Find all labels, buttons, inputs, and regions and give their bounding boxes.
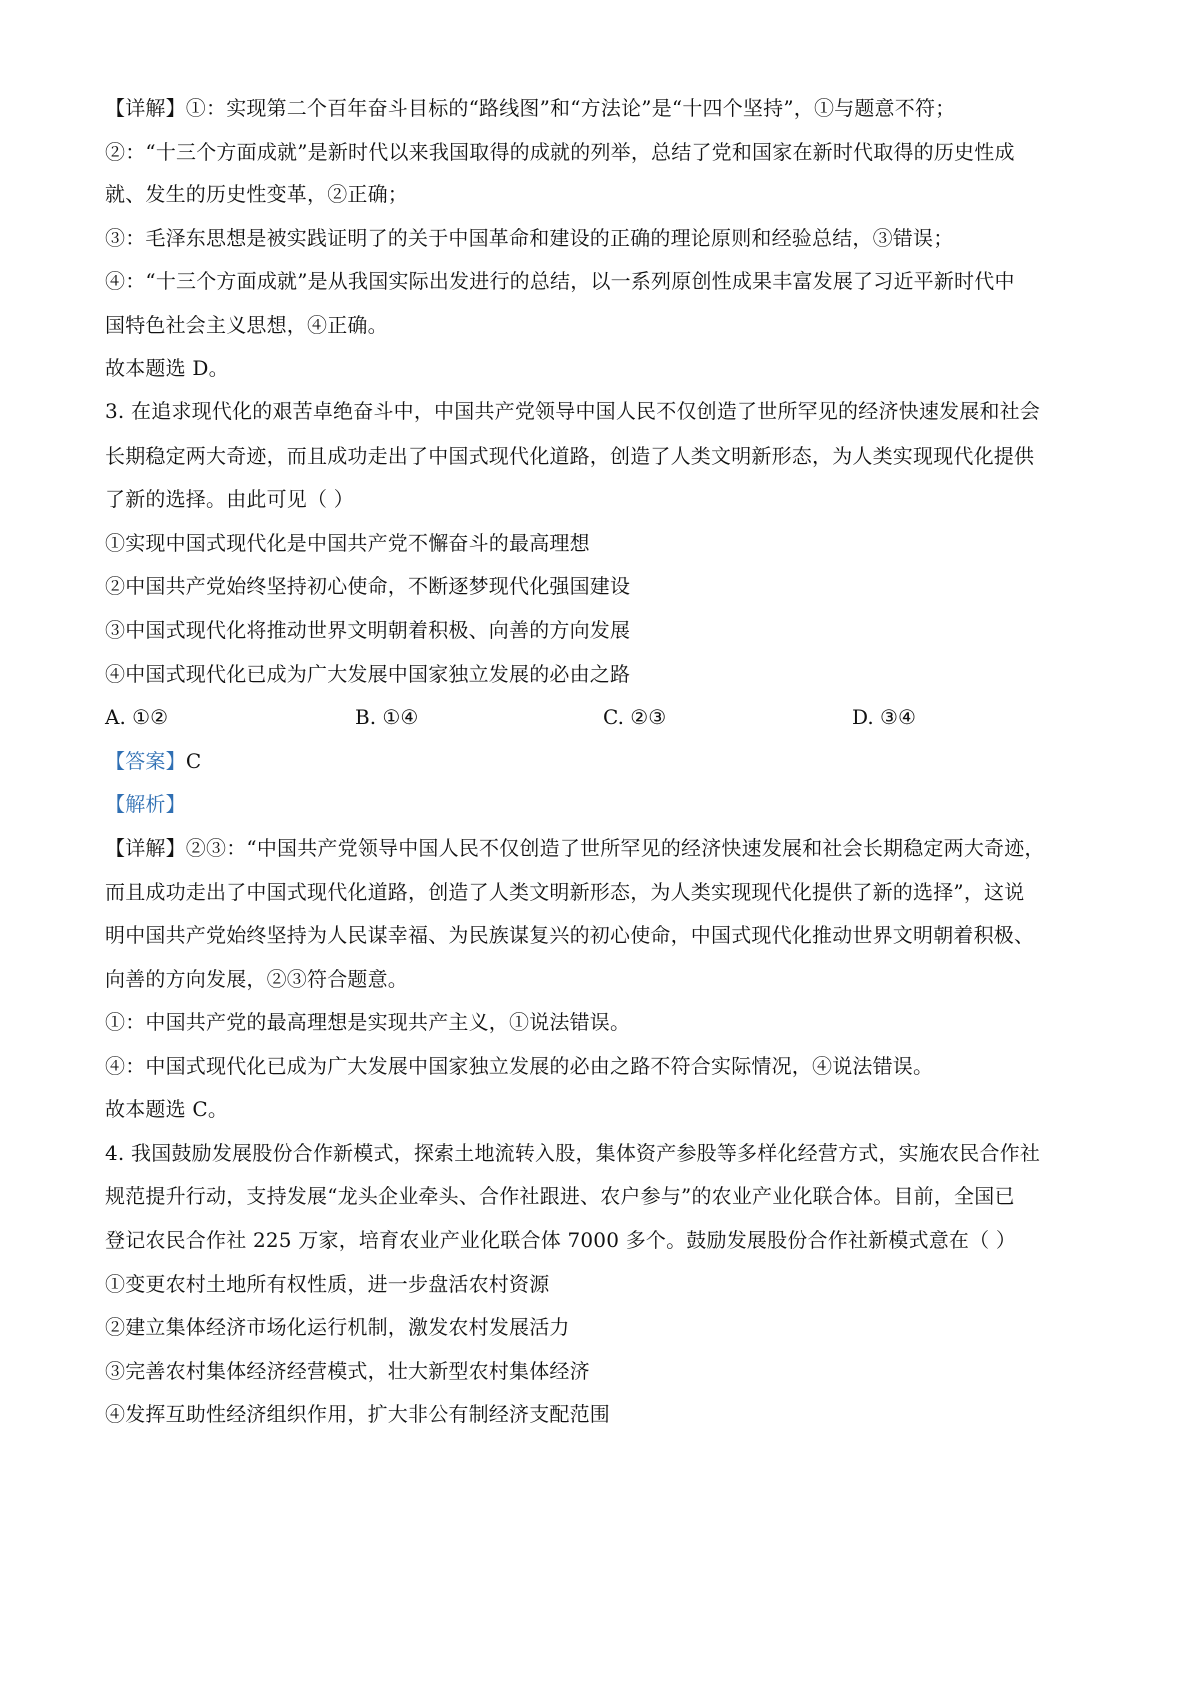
q3-analysis-label: 【解析】 (105, 792, 186, 816)
q3-option-c: C. ②③ (603, 705, 667, 729)
q4-item-4: ④发挥互助性经济组织作用，扩大非公有制经济支配范围 (105, 1402, 610, 1426)
q3-option-a: A. ①② (105, 705, 169, 729)
q3-stem-line-2: 长期稳定两大奇迹，而且成功走出了中国式现代化道路，创造了人类文明新形态，为人类实现现代化提供 (105, 444, 1035, 468)
q2-conclusion: 故本题选 D。 (105, 356, 229, 380)
answer-label: 【答案】 (105, 749, 186, 773)
q2-detail-line-6: 国特色社会主义思想，④正确。 (105, 313, 388, 337)
q3-stem-line-3: 了新的选择。由此可见（ ） (105, 487, 354, 511)
q3-option-b: B. ①④ (355, 705, 419, 729)
q3-stem-line-1: 3. 在追求现代化的艰苦卓绝奋斗中，中国共产党领导中国人民不仅创造了世所罕见的经济快速发展和社会 (105, 399, 1041, 423)
q3-detail-line-6: ④：中国式现代化已成为广大发展中国家独立发展的必由之路不符合实际情况，④说法错误。 (105, 1054, 934, 1078)
q3-option-d: D. ③④ (852, 705, 916, 729)
q3-item-3: ③中国式现代化将推动世界文明朝着积极、向善的方向发展 (105, 618, 631, 642)
q3-conclusion: 故本题选 C。 (105, 1097, 229, 1121)
q4-stem-line-1: 4. 我国鼓励发展股份合作新模式，探索土地流转入股，集体资产参股等多样化经营方式，实施农民合作社 (105, 1141, 1041, 1165)
q3-detail-line-1: 【详解】②③：“中国共产党领导中国人民不仅创造了世所罕见的经济快速发展和社会长期稳定两大奇迹， (105, 836, 1045, 860)
q2-detail-line-5: ④：“十三个方面成就”是从我国实际出发进行的总结，以一系列原创性成果丰富发展了习近平新时代中 (105, 269, 1015, 293)
q2-detail-line-3: 就、发生的历史性变革，②正确； (105, 182, 408, 206)
q3-item-4: ④中国式现代化已成为广大发展中国家独立发展的必由之路 (105, 662, 631, 686)
q3-detail-line-5: ①：中国共产党的最高理想是实现共产主义，①说法错误。 (105, 1010, 631, 1034)
q3-item-2: ②中国共产党始终坚持初心使命，不断逐梦现代化强国建设 (105, 574, 631, 598)
answer-value: C (185, 749, 202, 773)
q2-detail-line-1: 【详解】①：实现第二个百年奋斗目标的“路线图”和“方法论”是“十四个坚持”，①与题意不符； (105, 96, 956, 120)
q2-detail-line-4: ③：毛泽东思想是被实践证明了的关于中国革命和建设的正确的理论原则和经验总结，③错误； (105, 226, 954, 250)
q2-detail-line-2: ②：“十三个方面成就”是新时代以来我国取得的成就的列举，总结了党和国家在新时代取得的历史性成 (105, 140, 1015, 164)
q3-detail-line-2: 而且成功走出了中国式现代化道路，创造了人类文明新形态，为人类实现现代化提供了新的选择”，这说 (105, 880, 1025, 904)
q3-detail-line-4: 向善的方向发展，②③符合题意。 (105, 967, 408, 991)
q4-stem-line-2: 规范提升行动，支持发展“龙头企业牵头、合作社跟进、农户参与”的农业产业化联合体。目前，全国已 (105, 1184, 1015, 1208)
q4-item-1: ①变更农村土地所有权性质，进一步盘活农村资源 (105, 1272, 550, 1296)
q4-item-2: ②建立集体经济市场化运行机制，激发农村发展活力 (105, 1315, 570, 1339)
q4-stem-line-3: 登记农民合作社 225 万家，培育农业产业化联合体 7000 多个。鼓励发展股份合作社新模式意在（ ） (105, 1228, 1017, 1252)
q4-item-3: ③完善农村集体经济经营模式，壮大新型农村集体经济 (105, 1359, 590, 1383)
q3-detail-line-3: 明中国共产党始终坚持为人民谋幸福、为民族谋复兴的初心使命，中国式现代化推动世界文明朝着积极、 (105, 923, 1035, 947)
q3-item-1: ①实现中国式现代化是中国共产党不懈奋斗的最高理想 (105, 531, 590, 555)
q3-answer (105, 748, 201, 774)
